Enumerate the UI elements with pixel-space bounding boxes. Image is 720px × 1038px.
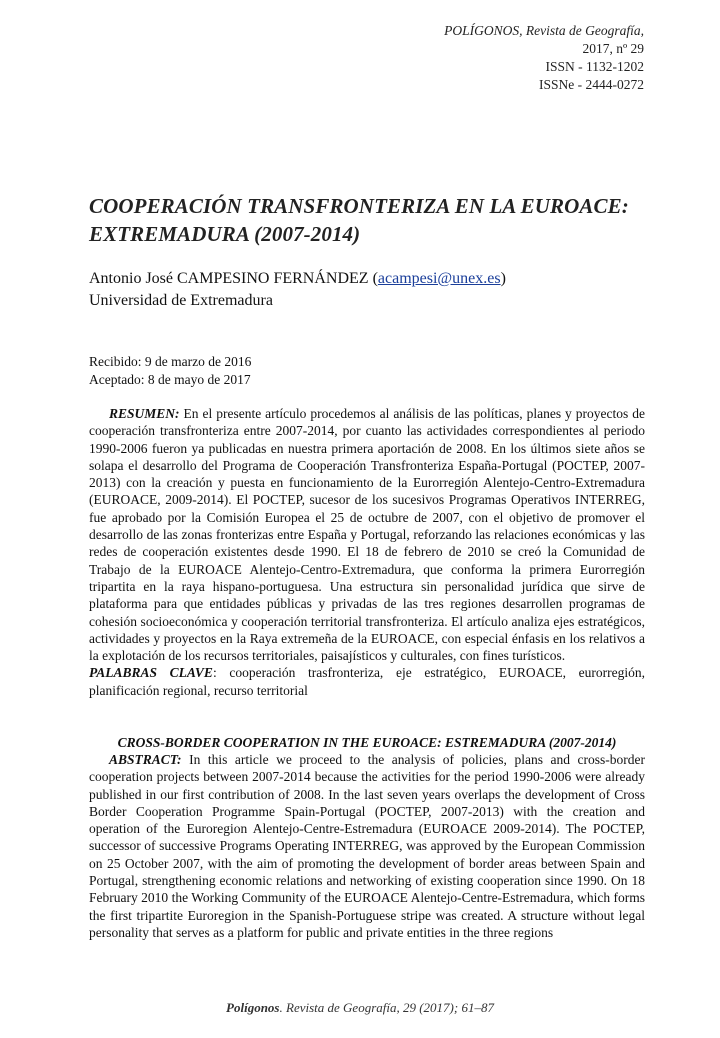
- abstract-text: In this article we proceed to the analysis of policies, plans and cross-border cooperation projects between 2007-2014 because the activities for the period 1990-2006 were already published in our first contribution of 2008. In the last seven years overlaps the development of Cross Border Cooperation Programme Spain-Portugal (POCTEP, 2007-2013) with the creation and operation of the Euroregion Alentejo-Centre-Estremadura (EUROACE 2009-2014). The POCTEP, successor of successive Programs Operating INTERREG, was approved by the European Commission on 25 October 2007, with the aim of promoting the development of border areas between Spain and Portugal, strengthening economic relations and networking of existing cooperation since 1990. On 18 February 2010 the Working Community of the EUROACE Alentejo-Centre-Estremadura, which forms the first tripartite Euroregion in the Spanish-Portuguese stripe was created. A structure without legal personality that serves as a platform for public and private entities in the three regions: [89, 752, 645, 940]
- footer-journal: Polígonos: [226, 1000, 280, 1015]
- page-footer: [0, 1000, 720, 1016]
- received-date: Recibido: 9 de marzo de 2016: [89, 354, 252, 369]
- resumen-label: RESUMEN:: [109, 406, 180, 421]
- author-name: Antonio José CAMPESINO FERNÁNDEZ: [89, 270, 369, 287]
- journal-header: [444, 22, 644, 94]
- email-open-paren: (: [368, 270, 378, 287]
- keywords-paragraph: [89, 664, 645, 699]
- keywords-text: : cooperación trasfronteriza, eje estratégico, EUROACE, eurorregión, planificación regional, recurso territorial: [89, 665, 645, 698]
- email-close-paren: ): [500, 270, 506, 287]
- author-line: [89, 268, 506, 290]
- article-title-line2: EXTREMADURA (2007-2014): [89, 222, 361, 246]
- article-title: [89, 192, 669, 248]
- journal-issne: ISSNe - 2444-0272: [539, 77, 644, 92]
- accepted-date: Aceptado: 8 de mayo de 2017: [89, 372, 251, 387]
- author-email-link[interactable]: acampesi@unex.es: [377, 270, 501, 287]
- resumen-text: En el presente artículo procedemos al análisis de las políticas, planes y proyectos de cooperación transfronteriza entre 2007-2014, por cuanto las actividades correspondientes al periodo 1990-2006 fueron ya publicadas en nuestra primera aportación de 2008. En los últimos siete años se solapa el desarrollo del Programa de Cooperación Transfronteriza España-Portugal (POCTEP, 2007-2013) con la creación y puesta en funcionamiento de la Eurorregión Alentejo-Centro-Extremadura (EUROACE, 2009-2014). El POCTEP, sucesor de los sucesivos Programas Operativos INTERREG, fue aprobado por la Comisión Europea el 25 de octubre de 2007, con el objetivo de promover el desarrollo de las zonas fronterizas entre España y Portugal, reforzando las relaciones económicas y las redes de cooperación existentes desde 1990. El 18 de febrero de 2010 se creó la Comunidad de Trabajo de la EUROACE Alentejo-Centro-Extremadura, que conforma la primera Eurorregión tripartita en la raya hispano-portuguesa. Una estructura sin personalidad jurídica que sirve de plataforma para que entidades públicas y privadas de las tres regiones desarrollen programas de cohesión socioeconómica y cooperación territorial transfronteriza. El artículo analiza ejes estratégicos, actividades y proyectos en la Raya extremeña de la EUROACE, con especial énfasis en los relativos a la explotación de los recursos territoriales, paisajísticos y culturales, con fines turísticos.: [89, 406, 645, 664]
- footer-citation: . Revista de Geografía, 29 (2017); 61–87: [279, 1000, 494, 1015]
- abstract-section: [89, 751, 645, 941]
- resumen-section: [89, 405, 645, 699]
- abstract-paragraph: [89, 751, 645, 941]
- author-affiliation: Universidad de Extremadura: [89, 292, 273, 309]
- abstract-label: ABSTRACT:: [109, 752, 182, 767]
- author-block: [89, 268, 506, 312]
- journal-name: POLÍGONOS, Revista de Geografía,: [444, 23, 644, 38]
- resumen-paragraph: [89, 405, 645, 664]
- dates-block: [89, 353, 251, 389]
- english-title: CROSS-BORDER COOPERATION IN THE EUROACE: ESTREMADURA (2007-2014): [117, 735, 617, 750]
- journal-issue: 2017, nº 29: [582, 41, 644, 56]
- article-title-line1: COOPERACIÓN TRANSFRONTERIZA EN LA EUROACE:: [89, 194, 629, 218]
- keywords-label: PALABRAS CLAVE: [89, 665, 213, 681]
- journal-issn: ISSN - 1132-1202: [545, 59, 644, 74]
